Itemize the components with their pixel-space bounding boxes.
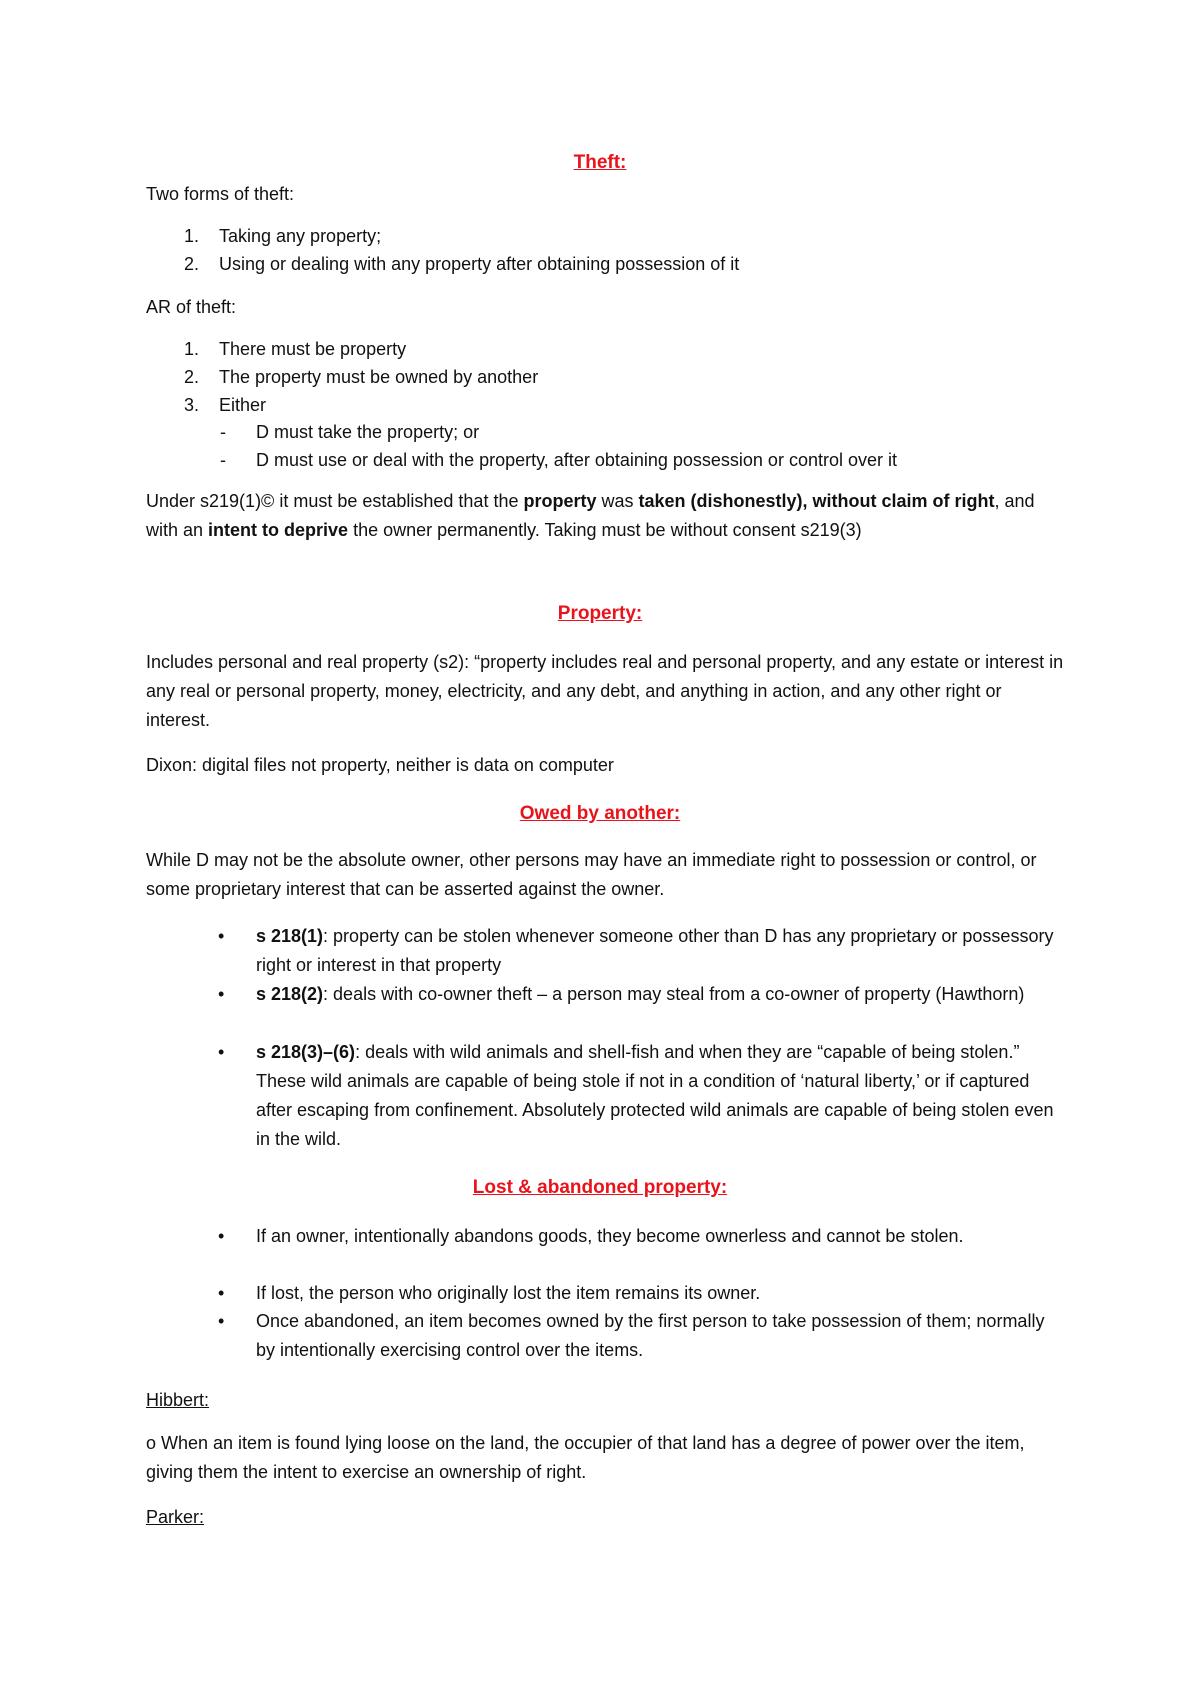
owed-bullet-1 (256, 922, 1066, 980)
owed-intro: While D may not be the absolute owner, other persons may have an immediate right to possession or control, or some proprietary interest that can be asserted against the owner. (146, 850, 1037, 899)
ar-number-3: 3. (184, 395, 200, 415)
lost-bullet-3: Once abandoned, an item becomes owned by the first person to take possession of them; normally by intentionally exercising control over the items. (256, 1311, 1045, 1360)
lost-bullet-1: If an owner, intentionally abandons goods, they become ownerless and cannot be stolen. (256, 1226, 964, 1246)
forms-intro: Two forms of theft: (146, 184, 295, 204)
ar-number-2: 2. (184, 367, 200, 387)
ar-item-3: Either (219, 395, 267, 415)
s219-bold-intent: intent to deprive (208, 520, 349, 540)
owed-bullet-1-ref: s 218(1) (256, 926, 324, 946)
owed-bullet-3-marker: • (218, 1042, 225, 1062)
property-definition: Includes personal and real property (s2): “property includes real and personal property, and any estate or interest in any real or personal property, money, electricity, and any debt, and anything in action, and any other right or interest. (146, 652, 1064, 730)
s219-text-2: was (596, 491, 639, 511)
ar-sub-dash-2: - (220, 450, 226, 470)
dixon-note: Dixon: digital files not property, neither is data on computer (146, 755, 614, 775)
owed-bullet-2 (256, 980, 1066, 1009)
lost-bullet-1-marker: • (218, 1226, 225, 1246)
forms-item-2: Using or dealing with any property after obtaining possession of it (219, 254, 740, 274)
s219-paragraph (146, 487, 1066, 545)
forms-number-1: 1. (184, 226, 200, 246)
s219-text-1: Under s219(1)© it must be established that the (146, 491, 524, 511)
forms-item-1: Taking any property; (219, 226, 382, 246)
owed-bullet-2-ref: s 218(2) (256, 984, 324, 1004)
owed-bullet-3 (256, 1038, 1066, 1154)
ar-sub-dash-1: - (220, 422, 226, 442)
owed-bullet-1-text: : property can be stolen whenever someone other than D has any proprietary or possessory right or interest in that property (256, 926, 1054, 975)
owed-bullet-2-marker: • (218, 984, 225, 1004)
lost-bullet-2-marker: • (218, 1283, 225, 1303)
title-theft: Theft: (573, 152, 627, 173)
lost-bullet-3-marker: • (218, 1311, 225, 1331)
ar-intro: AR of theft: (146, 297, 237, 317)
owed-bullet-3-text: : deals with wild animals and shell-fish and when they are “capable of being stolen.” These wild animals are capable of being stole if not in a condition of ‘natural liberty,’ or if captured after escaping from confinement. Absolutely protected wild animals are capable of being stolen even in the wild. (256, 1042, 1054, 1149)
owed-bullet-1-marker: • (218, 926, 225, 946)
owed-bullet-3-ref: s 218(3)–(6) (256, 1042, 356, 1062)
s219-text-3: , and with an (146, 491, 1035, 540)
ar-sub-item-2: D must use or deal with the property, after obtaining possession or control over it (256, 450, 897, 470)
heading-owed-by-another: Owed by another: (519, 803, 681, 824)
heading-lost-abandoned: Lost & abandoned property: (472, 1177, 728, 1198)
ar-number-1: 1. (184, 339, 200, 359)
s219-bold-taken: taken (dishonestly), without claim of right (638, 491, 995, 511)
ar-item-2: The property must be owned by another (219, 367, 539, 387)
parker-heading: Parker: (146, 1507, 205, 1527)
ar-sub-item-1: D must take the property; or (256, 422, 480, 442)
hibbert-text: o When an item is found lying loose on the land, the occupier of that land has a degree of power over the item, giving them the intent to exercise an ownership of right. (146, 1433, 1025, 1482)
forms-number-2: 2. (184, 254, 200, 274)
heading-property: Property: (557, 603, 643, 624)
lost-bullet-2: If lost, the person who originally lost the item remains its owner. (256, 1283, 761, 1303)
s219-text-4: the owner permanently. Taking must be without consent s219(3) (348, 520, 862, 540)
s219-bold-property: property (523, 491, 597, 511)
owed-bullet-2-text: : deals with co-owner theft – a person may steal from a co-owner of property (Hawthorn) (323, 984, 1025, 1004)
ar-item-1: There must be property (219, 339, 407, 359)
hibbert-heading: Hibbert: (146, 1390, 210, 1410)
